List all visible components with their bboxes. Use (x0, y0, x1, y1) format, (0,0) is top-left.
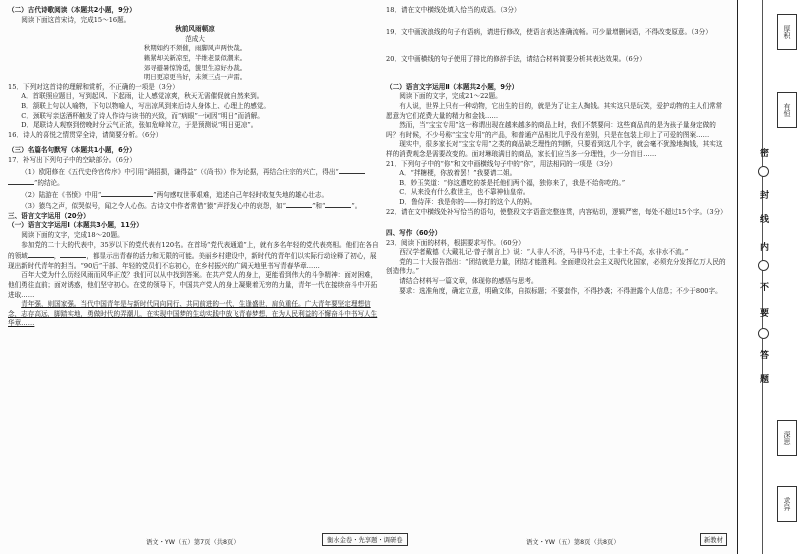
question-22: 22．请在文中横线处补写恰当的语句，使整段文字语意完整连贯，内容贴切，逻辑严密，每处不超过15个字。（3分） (386, 207, 727, 216)
passage-paragraph: 有人说，世界上只有一种动物，它出生的目的，就是为了让主人掏钱。其实这只是玩笑，爱护动物的主人们常常愿意为它们花费大量的精力和金钱…… (386, 101, 723, 120)
question-20: 20．文中画横线的句子使用了排比的修辞手法，请结合材料简要分析其表达效果。（6分） (386, 55, 646, 64)
instruction: 阅读下面的文字，完成18～20题。 (21, 231, 124, 240)
poem-line: 明日更凉更当好，未须三点一声雷。 (143, 73, 247, 82)
seal-char: 要 (760, 309, 770, 319)
seal-ring-icon (758, 328, 769, 339)
question-19: 19．文中画波浪线的句子有语病，请进行修改，使语言表达准确流畅。可少量增删词语，不得改变原意。（3分） (386, 27, 712, 36)
fill-blank[interactable] (127, 189, 153, 197)
section-title: （二）古代诗歌阅读（本题共2小题，9分） (8, 6, 136, 14)
poem-title: 秋前风雨顿凉 (175, 25, 215, 34)
option-b[interactable]: B．颔联上句以人喻物，下句以物喻人，写出凉风到来后诗人身体上、心理上的感觉。 (21, 101, 271, 110)
seal-ring-icon (758, 166, 769, 177)
question-15: 15．下列对这首诗的理解和赏析，不正确的一项是（3分） (8, 82, 179, 91)
part-title: 四、写作（60分） (386, 229, 442, 238)
poem-line: 籁紧却关新凉至，半维老景似潮来。 (143, 53, 247, 62)
margin-label-box: 厚积 (777, 14, 797, 50)
question-17: 17．补写出下列句子中的空缺部分。（6分） (8, 155, 136, 164)
instruction: 阅读下面的文字，完成21～22题。 (399, 92, 502, 101)
seal-ring-icon (758, 260, 769, 271)
essay-material: 党的二十大报告指出：“团结就是力量，团结才能胜利。全面建设社会主义现代化国家，必须充分发挥亿万人民的创造伟力。” (386, 257, 726, 276)
margin-label-box: 有恒 (777, 92, 797, 128)
passage-paragraph: 然而，当“宝宝专用”这一称谓出现在越来越多的商品上时，我们不禁要问：这些商品真的是为孩子量身定做的吗？有时候，不少号称“宝宝专用”的产品，和普通产品相比几乎没有差别，只是在包装上印上了可爱的图案…… (386, 121, 716, 139)
fill-blank[interactable] (101, 189, 127, 197)
option-c[interactable]: C．颈联写亲送酒杯触发了诗人作诗与读书的兴致，而“病眼”一词因“明日”而消解。 (21, 111, 264, 120)
question-23: 23．阅读下面的材料，根据要求写作。（60分） (386, 238, 525, 247)
margin-label-box: 求异 (777, 486, 797, 522)
instruction: 阅读下面这首宋诗，完成15～16题。 (21, 15, 131, 24)
option-d[interactable]: D．鲁侍萍：我是你的——你打的这个人的妈。 (399, 197, 537, 206)
right-column (386, 6, 728, 526)
page-footer-left: 语文・YW（五）第7页（共8页） (146, 539, 240, 546)
left-column (8, 6, 382, 526)
poem-author: 范成大 (185, 34, 205, 43)
seal-char: 答 (760, 351, 770, 361)
part-title: 三、语言文字运用（20分） (8, 211, 90, 220)
seal-char: 题 (760, 375, 770, 385)
essay-requirements: 要求：选准角度，确定立意，明确文体，自拟标题；不要套作，不得抄袭；不得泄露个人信息；不少于800字。 (399, 286, 722, 295)
margin-label-box: 深思 (777, 420, 797, 456)
option-a[interactable]: A．“拌糖梗，你放着罢！”我要请二姐。 (399, 169, 517, 178)
fill-blank-1[interactable] (28, 250, 54, 258)
seal-char: 内 (760, 243, 770, 253)
edition-badge: 新教材 (700, 533, 727, 546)
fill-blank-2[interactable] (60, 250, 86, 258)
fill-blank[interactable] (325, 200, 351, 208)
seal-char: 不 (760, 283, 770, 293)
binding-margin (737, 0, 800, 554)
section-title: （三）名篇名句默写（本题共1小题，6分） (8, 146, 136, 155)
question-17-1: （1）欧阳修在《五代史伶官传序》中引用“满招损，谦得益”（《尚书》）作为论据，再结合庄宗的兴亡，得出“”的结论。 (8, 166, 382, 189)
question-18: 18．请在文中横线处填入恰当的成语。（3分） (386, 6, 521, 14)
page-footer-right: 语文・YW（五）第8页（共8页） (526, 539, 620, 546)
page-footer-center: 衡水金卷・先享题・调研卷 (322, 533, 408, 546)
seal-char: 线 (760, 215, 770, 225)
option-c[interactable]: C．从来没有什么救世主，也不靠神仙皇帝。 (399, 188, 530, 197)
essay-material: 请结合材料写一篇文章，体现你的感悟与思考。 (399, 277, 538, 286)
section-title: （二）语言文字运用Ⅱ（本题共2小题，9分） (386, 82, 519, 91)
poem-line: 郊寻避暑惊馋觅，箧里生凉好办裁。 (143, 63, 247, 72)
essay-material: 西汉学者戴德《大戴礼记·曾子制言上》说：“人非人不济，马非马不走，土非土不高，水非水不流。” (399, 248, 689, 257)
seal-char: 封 (760, 191, 770, 201)
section-title: （一）语言文字运用Ⅰ（本题共3小题，11分） (8, 221, 143, 230)
fill-blank[interactable] (8, 177, 34, 185)
option-b[interactable]: B．妙玉笑道：“你这遭吃的茶是托他们两个福，独你来了，我是不给你吃的。” (399, 178, 626, 187)
fill-blank[interactable] (339, 166, 365, 174)
passage-paragraph: 现实中，很多家长对“宝宝专用”之类的商品缺乏理性的判断，只要看到这几个字，就会毫不犹豫地掏钱，其实这样的消费观念是需要改变的。面对琳琅满目的商品，家长们应当多一分理性，少一分盲目…… (386, 140, 723, 158)
option-a[interactable]: A．首联照应题目，写到起风、下起雨，让人感觉凉爽，秋天无需催促就自然来到。 (21, 92, 264, 101)
question-17-3: （3）猿鸟之声，似哭似号，闻之令人心伤。古诗文中作者常借“猿”声抒发心中的哀怨，如“ ”和“ ”。 (21, 202, 362, 211)
passage-paragraph: 百年大党为什么历经风雨而风华正茂？我们可以从中找到答案。在共产党人的身上，更能看到伟大的斗争精神：面对困难，他们勇往直前；面对诱惑，他们坚守初心。在党的领导下，中国共产党人的身上凝聚着无穷的力量，青年一代在接续奋斗中开拓进取…… (8, 271, 378, 299)
question-21: 21．下列句子中的“你”和文中画横线句子中的“你”，用法相同的一项是（3分） (386, 159, 617, 168)
seal-char: 密 (760, 149, 770, 159)
fill-blank[interactable] (286, 200, 312, 208)
poem-line: 秋期如约不须催，雨脚风声两快哉。 (143, 44, 247, 53)
passage-paragraph: 参加党的二十大的代表中，35岁以下的党代表有120名。在首场“党代表通道”上，就有多名年轻的党代表亮相。他们在各自的领域 ， ，都显示出青春的活力和无限的可能。美丽乡村建设中，新时代的青年们以实际行动诠释了初心，展现出新时代青年的担当。“90后”干部、年轻的党员们不忘初心，在乡村振兴的广阔天地里书写青春华章…… (8, 240, 379, 270)
question-17-2: （2）陆游在《书愤》中用“ ”两句感叹世事艰难，追述自己年轻时收复失地的雄心壮志。 (21, 190, 329, 199)
seal-line (762, 0, 763, 554)
question-16: 16．诗人的喜悦之情贯穿全诗，请简要分析。（6分） (8, 130, 163, 139)
passage-paragraph: 青年强，则国家强。当代中国青年是与新时代同向同行、共同前进的一代，生逢盛世，肩负重任。广大青年要坚定理想信念，志存高远，脚踏实地，勇做时代的弄潮儿，在实现中国梦的生动实践中放飞青春梦想，在为人民利益的不懈奋斗中书写人生华章…… (8, 300, 378, 328)
option-d[interactable]: D．尾联诗人观察到傍晚时分云气正浓，张如危峰耸立，于是预测说“明日更凉”。 (21, 121, 258, 130)
